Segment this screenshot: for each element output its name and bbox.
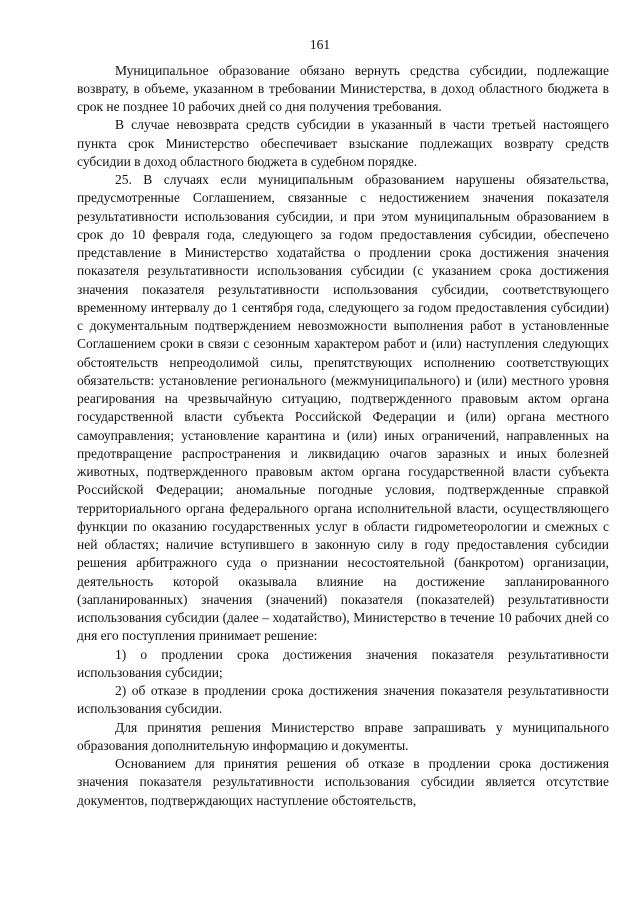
- page-number: 161: [309, 37, 331, 52]
- paragraph-decision-extend: 1) о продлении срока достижения значения показателя результативности использования субсидии;: [77, 646, 609, 680]
- paragraph-refusal-grounds: Основанием для принятия решения об отказе в продлении срока достижения значения показателя результативности использования субсидии является отсутствие документов, подтверждающих наступление обстоятельств,: [77, 756, 609, 808]
- document-body: [77, 62, 609, 810]
- paragraph-return-obligation: Муниципальное образование обязано вернуть средства субсидии, подлежащие возврату, в объеме, указанном в требовании Министерства, в доход областного бюджета в срок не позднее 10 рабочих дней со дня получения требования.: [77, 62, 609, 114]
- paragraph-request-info: Для принятия решения Министерство вправе запрашивать у муниципального образования дополнительную информацию и документы.: [77, 719, 609, 753]
- paragraph-clause-25: 25. В случаях если муниципальным образованием нарушены обязательства, предусмотренные Соглашением, связанные с недостижением значения показателя результативности использования субсидии, и при этом муниципальным образованием в срок до 10 февраля года, следующего за годом предоставления субсидии, обеспечено представление в Министерство ходатайства о продлении срока достижения значения показателя результативности использования субсидии (с указанием срока достижения значения показателя результативности использования субсидии, соответствующего временному интервалу до 1 сентября года, следующего за годом предоставления субсидии) с документальным подтверждением невозможности выполнения работ в установленные Соглашением сроки в связи с сезонным характером работ и (или) наступления следующих обстоятельств непреодолимой силы, препятствующих исполнению соответствующих обязательств: установление регионального (межмуниципального) и (или) местного уровня реагирования на чрезвычайную ситуацию, подтвержденного правовым актом органа государственной власти субъекта Российской Федерации и (или) органа местного самоуправления; установление карантина и (или) иных ограничений, направленных на предотвращение распространения и ликвидацию очагов заразных и иных болезней животных, подтвержденного правовым актом органа государственной власти субъекта Российской Федерации; аномальные погодные условия, подтвержденные справкой территориального органа федерального органа исполнительной власти, осуществляющего функции по оказанию государственных услуг в области гидрометеорологии и смежных с ней областях; наличие вступившего в законную силу в году предоставления субсидии решения арбитражного суда о признании несостоятельной (банкротом) организации, деятельность которой оказывала влияние на достижение запланированного (запланированных) значения (значений) показателя (показателей) результативности использования субсидии (далее – ходатайство), Министерство в течение 10 рабочих дней со дня его поступления принимает решение:: [77, 172, 609, 644]
- paragraph-non-return-recovery: В случае невозврата средств субсидии в указанный в части третьей настоящего пункта срок Министерство обеспечивает взыскание подлежащих возврату средств субсидии в доход областного бюджета в судебном порядке.: [77, 117, 609, 169]
- paragraph-decision-refuse: 2) об отказе в продлении срока достижения значения показателя результативности использования субсидии.: [77, 683, 609, 717]
